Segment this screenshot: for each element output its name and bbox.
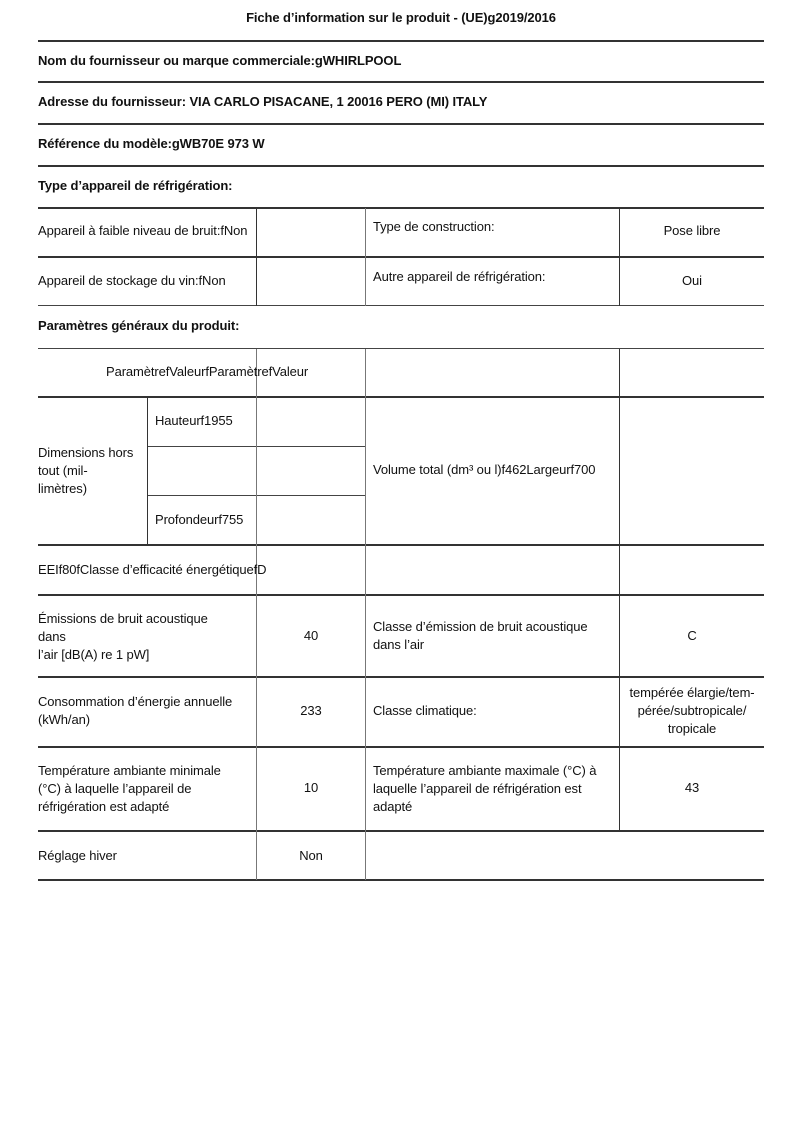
divider — [38, 123, 764, 125]
label-line: (°C) à laquelle l’appareil de — [38, 781, 192, 796]
energy-consumption-value: 233 — [300, 703, 322, 718]
supplier-name: Nom du fournisseur ou marque commerciale:gWHIRLPOOL — [38, 53, 402, 68]
model-reference: Référence du modèle:gWB70E 973 W — [38, 136, 265, 151]
column-divider — [619, 349, 620, 831]
winter-setting-label: Réglage hiver — [38, 848, 117, 863]
other-refrigeration-label: Autre appareil de réfrigération: — [373, 269, 546, 284]
value-line: pérée/subtropicale/ — [637, 703, 747, 718]
noise-class-label — [373, 618, 588, 654]
page-title: Fiche d’information sur le produit - (UE)g2019/2016 — [246, 10, 556, 25]
wine-storage-appliance: Appareil de stockage du vin:fNon — [38, 273, 226, 288]
value-line: tempérée élargie/tem- — [629, 685, 755, 700]
label-line: Émissions de bruit acoustique — [38, 611, 208, 626]
label-line: Consommation d’énergie annuelle — [38, 694, 233, 709]
value-line: tropicale — [667, 721, 717, 736]
winter-setting-value: Non — [299, 848, 323, 863]
noise-emission-value: 40 — [303, 628, 319, 643]
label-line: laquelle l’appareil de réfrigération est — [373, 781, 582, 796]
appliance-type-heading: Type d’appareil de réfrigération: — [38, 178, 233, 193]
total-volume: Volume total (dm³ ou l)f462Largeurf700 — [373, 462, 596, 477]
table-border — [38, 594, 764, 596]
label-line: Température ambiante maximale (°C) à — [373, 763, 597, 778]
dimension-depth: Profondeurf755 — [155, 512, 244, 527]
eei-row: EEIf80fClasse d’efficacité énergétiquefD — [38, 562, 267, 577]
low-noise-appliance: Appareil à faible niveau de bruit:fNon — [38, 223, 248, 238]
supplier-address: Adresse du fournisseur: VIA CARLO PISACANE, 1 20016 PERO (MI) ITALY — [38, 94, 488, 109]
table-border — [38, 256, 764, 258]
construction-type-label: Type de construction: — [373, 219, 495, 234]
noise-class-value: C — [687, 628, 697, 643]
dimensions-label-line: tout (mil- — [38, 463, 88, 478]
column-divider — [256, 208, 257, 306]
construction-type-value: Pose libre — [663, 223, 721, 238]
label-line: adapté — [373, 799, 413, 814]
general-params-heading: Paramètres généraux du produit: — [38, 318, 240, 333]
dimensions-label-line: Dimensions hors — [38, 445, 134, 460]
column-divider — [256, 349, 257, 831]
label-line: Classe d’émission de bruit acoustique — [373, 619, 588, 634]
column-divider — [365, 349, 366, 880]
divider — [38, 81, 764, 83]
min-temperature-label — [38, 762, 221, 816]
params-header-row: ParamètrefValeurfParamètrefValeur — [106, 364, 309, 379]
label-line: dans — [38, 629, 66, 644]
label-line: l’air [dB(A) re 1 pW] — [38, 647, 150, 662]
table-border — [38, 830, 764, 832]
label-line: (kWh/an) — [38, 712, 90, 727]
table-border — [38, 348, 764, 349]
dimension-height: Hauteurf1955 — [155, 413, 233, 428]
label-line: dans l’air — [373, 637, 425, 652]
max-temperature-label — [373, 762, 596, 816]
divider — [38, 165, 764, 167]
label-line: réfrigération est adapté — [38, 799, 170, 814]
table-border — [38, 879, 764, 881]
climate-class-label: Classe climatique: — [373, 703, 477, 718]
table-border — [38, 305, 764, 306]
dimensions-label — [38, 444, 133, 498]
noise-emission-label — [38, 610, 208, 664]
dimensions-label-line: limètres) — [38, 481, 87, 496]
max-temperature-value: 43 — [684, 780, 700, 795]
divider — [38, 40, 764, 42]
column-divider — [147, 397, 148, 545]
table-border — [38, 207, 764, 209]
other-refrigeration-value: Oui — [682, 273, 702, 288]
energy-consumption-label — [38, 693, 232, 729]
climate-class-value — [620, 684, 764, 738]
label-line: Température ambiante minimale — [38, 763, 221, 778]
table-border — [38, 746, 764, 748]
table-border — [38, 676, 764, 678]
min-temperature-value: 10 — [303, 780, 319, 795]
column-divider — [365, 208, 366, 306]
